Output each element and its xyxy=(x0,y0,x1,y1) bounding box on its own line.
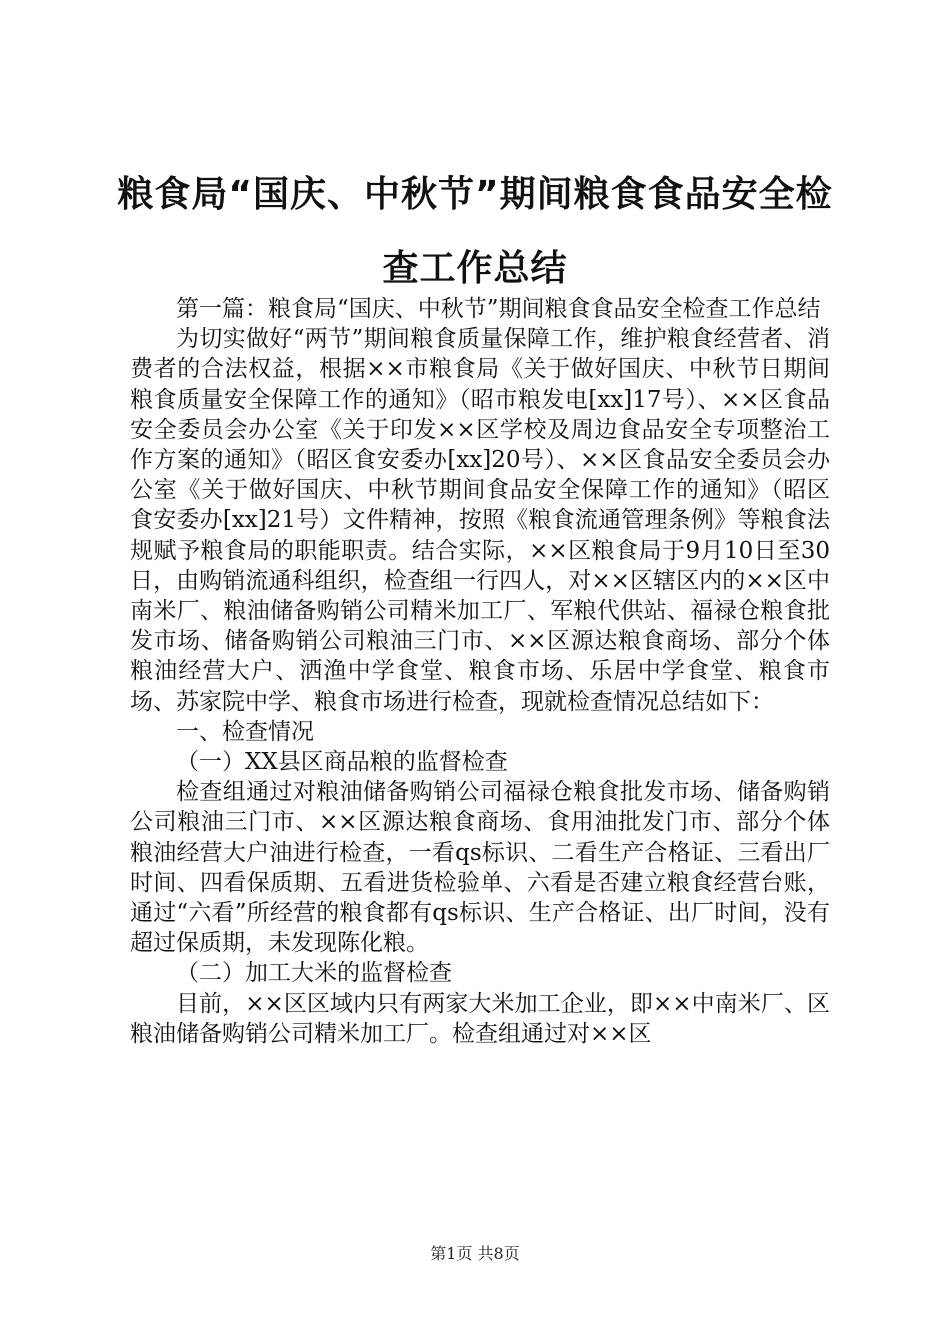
subsection-heading: （一）XX县区商品粮的监督检查 xyxy=(176,749,508,776)
section-heading: 一、检查情况 xyxy=(176,718,314,745)
body-paragraph: 目前，××区区域内只有两家大米加工企业，即××中南米厂、区粮油储备购销公司精米加工厂。检查组通过对××区 xyxy=(130,990,830,1047)
document-body xyxy=(130,294,830,1049)
body-paragraph: 检查组通过对粮油储备购销公司福禄仓粮食批发市场、储备购销公司粮油三门市、××区源达粮食商场、食用油批发门市、部分个体粮油经营大户油进行检查，一看qs标识、二看生产合格证、三看出厂时间、四看保质期、五看进货检验单、六看是否建立粮食经营台账，通过“六看”所经营的粮食都有qs标识、生产合格证、出厂时间，没有超过保质期，未发现陈化粮。 xyxy=(130,779,830,957)
section-heading: 第一篇：粮食局“国庆、中秋节”期间粮食食品安全检查工作总结 xyxy=(176,296,821,322)
body-paragraph: 为切实做好“两节”期间粮食质量保障工作，维护粮食经营者、消费者的合法权益，根据××市粮食局《关于做好国庆、中秋节日期间粮食质量安全保障工作的通知》（昭市粮发电[xx]17号）、××区食品安全委员会办公室《关于印发××区学校及周边食品安全专项整治工作方案的通知》（昭区食安委办[xx]20号）、××区食品安全委员会办公室《关于做好国庆、中秋节期间食品安全保障工作的通知》（昭区食安委办[xx]21号）文件精神，按照《粮食流通管理条例》等粮食法规赋予粮食局的职能职责。结合实际，××区粮食局于9月10日至30日，由购销流通科组织，检查组一行四人，对××区辖区内的××区中南米厂、粮油储备购销公司精米加工厂、军粮代供站、福禄仓粮食批发市场、储备购销公司粮油三门市、××区源达粮食商场、部分个体粮油经营大户、洒渔中学食堂、粮食市场、乐居中学食堂、粮食市场、苏家院中学、粮食市场进行检查，现就检查情况总结如下： xyxy=(130,326,830,715)
subsection-heading: （二）加工大米的监督检查 xyxy=(176,960,452,987)
page-footer: 第1页 共8页 xyxy=(430,1244,520,1263)
document-title: 粮食局“国庆、中秋节”期间粮食食品安全检查工作总结 xyxy=(117,174,833,289)
